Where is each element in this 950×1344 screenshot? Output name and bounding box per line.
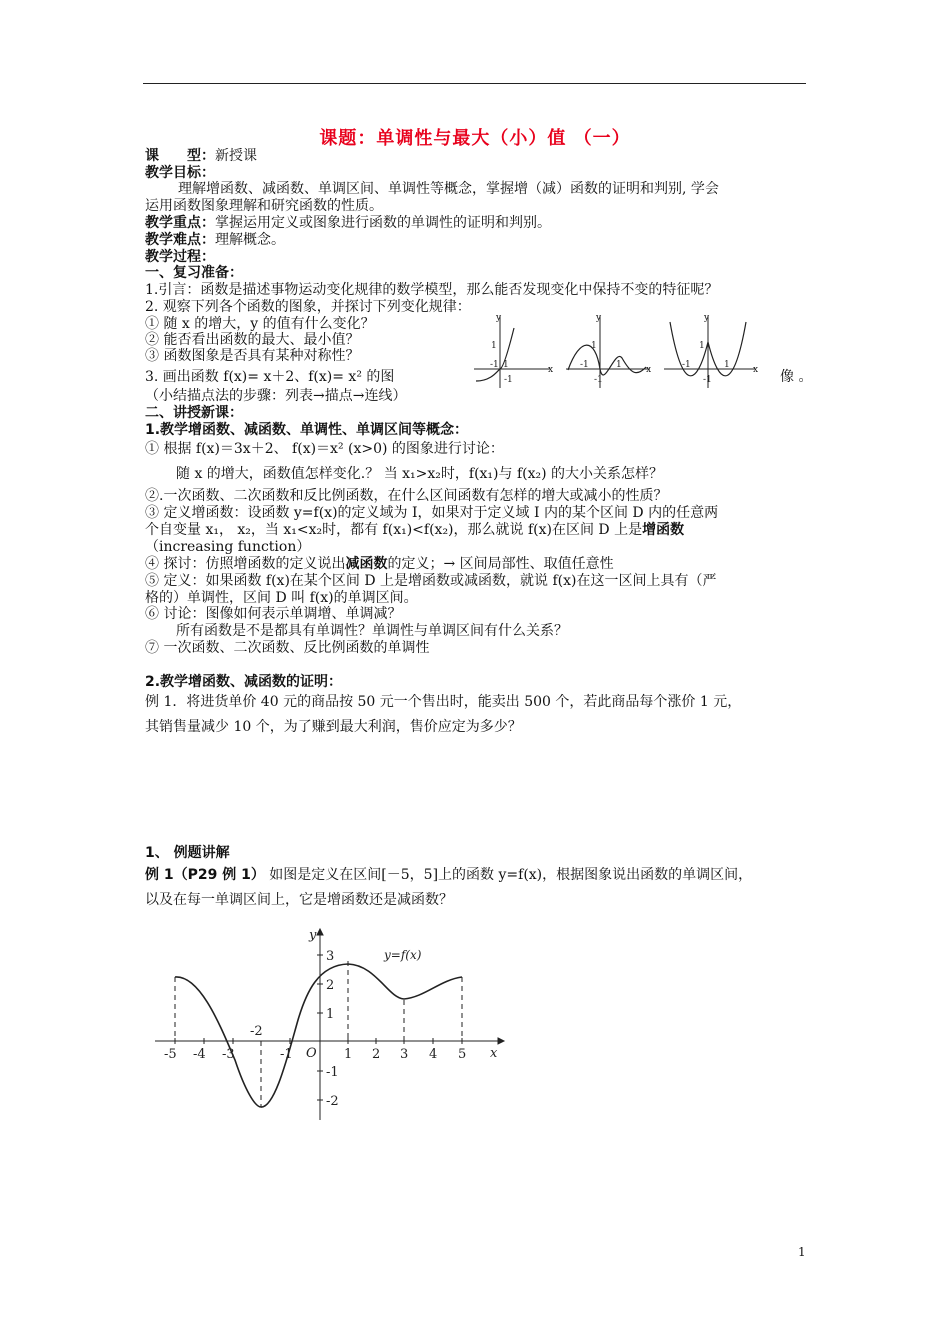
y-tick-label: 3 [326, 949, 335, 964]
mini3-x-label: x [753, 365, 759, 375]
lesson-type: 课 型：新授课 [145, 148, 257, 164]
lesson-title: 课题：单调性与最大（小）值 （一） [319, 128, 631, 149]
mini2-y-label: y [596, 313, 602, 323]
mini1-label: -1 [504, 375, 513, 385]
mini2-label: 1 [616, 360, 622, 370]
key-points: 教学重点：掌握运用定义或图象进行函数的单调性的证明和判别。 [145, 215, 551, 231]
y-axis-label: y [309, 928, 317, 943]
mini3-y-label: y [704, 313, 710, 323]
question-1: ① 随 x 的增大，y 的值有什么变化？ [145, 316, 375, 332]
draw-task-tail: 像 。 [780, 369, 813, 385]
x-tick-label: -3 [222, 1047, 235, 1062]
mini1-label: -1 [490, 360, 499, 370]
mini1-label: 1 [491, 341, 497, 351]
example-1-text: 例 1．将进货单价 40 元的商品按 50 元一个售出时，能卖出 500 个，若此商品每个涨价 1 元， [145, 694, 742, 710]
monotonic-functions: ⑦ 一次函数、二次函数、反比例函数的单调性 [145, 640, 430, 656]
concept-1: ① 根据 f(x)＝3x＋2、 f(x)＝x² (x>0) 的图象进行讨论： [145, 441, 504, 457]
mini3-label: -1 [703, 375, 712, 385]
observe-text: 2. 观察下列各个函数的图象，并探讨下列变化规律： [145, 299, 471, 315]
concepts-heading: 1.教学增函数、减函数、单调性、单调区间等概念： [145, 422, 469, 438]
y-tick-label: 2 [326, 978, 335, 993]
y-tick-label: 1 [326, 1007, 335, 1022]
draw-task: 3. 画出函数 f(x)= x＋2、f(x)= x² 的图 [145, 369, 395, 385]
section-review: 一、复习准备： [145, 265, 243, 281]
goals-label: 教学目标： [145, 165, 215, 181]
x-tick-label: 1 [344, 1047, 353, 1062]
x-tick-label: 2 [372, 1047, 381, 1062]
x-tick-label: -5 [164, 1047, 177, 1062]
process-label: 教学过程： [145, 249, 215, 265]
mini-graphs [470, 312, 770, 392]
summary-steps: （小结描点法的步骤：列表→描点→连线） [145, 388, 407, 404]
definition-monotonic: ⑤ 定义：如果函数 f(x)在某个区间 D 上是增函数或减函数，就说 f(x)在这一区间上具有（严 [145, 573, 717, 589]
definition-increasing-2: 个自变量 x₁， x₂，当 x₁<x₂时，都有 f(x₁)<f(x₂)，那么就说 f(x)在区间 D 上是增函数 [145, 522, 685, 538]
min-x-label: -2 [250, 1024, 263, 1039]
discussion: ⑥ 讨论：图像如何表示单调增、单调减？ [145, 606, 402, 622]
function-graph [140, 925, 520, 1125]
x-tick-label: -4 [193, 1047, 206, 1062]
mini1-label: 1 [503, 360, 509, 370]
mini3-label: 1 [724, 360, 730, 370]
concept-2: ②.一次函数、二次函数和反比例函数，在什么区间函数有怎样的增大或减小的性质？ [145, 488, 668, 504]
mini2-label: -1 [580, 360, 589, 370]
examples-heading: 1、 例题讲解 [145, 845, 230, 861]
page-number: 1 [798, 1245, 806, 1259]
y-tick-label: -2 [326, 1094, 339, 1109]
mini1-x-label: x [548, 365, 554, 375]
mini3-label: 1 [699, 341, 705, 351]
x-tick-label: 4 [429, 1047, 438, 1062]
x-axis-label: x [490, 1046, 498, 1061]
mini3-label: -1 [682, 360, 691, 370]
discussion-2: 所有函数是不是都具有单调性？单调性与单调区间有什么关系？ [176, 623, 568, 639]
y-tick-label: -1 [326, 1065, 339, 1080]
goals-text-1: 理解增函数、减函数、单调区间、单调性等概念，掌握增（减）函数的证明和判别, 学会 [178, 181, 719, 197]
definition-monotonic-2: 格的）单调性，区间 D 叫 f(x)的单调区间。 [145, 590, 418, 606]
mini2-label: -1 [594, 375, 603, 385]
section-new: 二、讲授新课： [145, 405, 243, 421]
explore-decreasing: ④ 探讨：仿照增函数的定义说出减函数的定义；→ 区间局部性、取值任意性 [145, 556, 614, 572]
curve-label: y=f(x) [384, 948, 422, 962]
difficult-points: 教学难点：理解概念。 [145, 232, 285, 248]
mini2-label: 1 [591, 341, 597, 351]
proof-heading: 2.教学增函数、减函数的证明： [145, 674, 343, 690]
origin-label: O [306, 1046, 317, 1061]
definition-increasing: ③ 定义增函数：设函数 y=f(x)的定义域为 I，如果对于定义域 I 内的某个区间 D 内的任意两 [145, 505, 719, 521]
question-2: ② 能否看出函数的最大、最小值？ [145, 332, 360, 348]
mini2-x-label: x [646, 365, 652, 375]
x-tick-label: 5 [458, 1047, 467, 1062]
question-3: ③ 函数图象是否具有某种对称性？ [145, 348, 360, 364]
concept-1-question: 随 x 的增大，函数值怎样变化.？ 当 x₁>x₂时，f(x₁)与 f(x₂) 的大小关系怎样？ [176, 466, 664, 482]
example-p29: 例 1（P29 例 1） 如图是定义在区间[－5，5]上的函数 y=f(x)，根据图象说出函数的单调区间， [145, 867, 753, 883]
increasing-function-en: （increasing function） [145, 539, 311, 555]
x-tick-label: -1 [280, 1047, 293, 1062]
example-p29-2: 以及在每一单调区间上，它是增函数还是减函数？ [145, 892, 453, 908]
goals-text-2: 运用函数图象理解和研究函数的性质。 [145, 198, 383, 214]
x-tick-label: 3 [400, 1047, 409, 1062]
example-1-text-2: 其销售量减少 10 个，为了赚到最大利润，售价应定为多少？ [145, 719, 522, 735]
mini1-y-label: y [496, 313, 502, 323]
header-rule [143, 83, 806, 84]
intro-text: 1.引言：函数是描述事物运动变化规律的数学模型，那么能否发现变化中保持不变的特征呢？ [145, 282, 719, 298]
